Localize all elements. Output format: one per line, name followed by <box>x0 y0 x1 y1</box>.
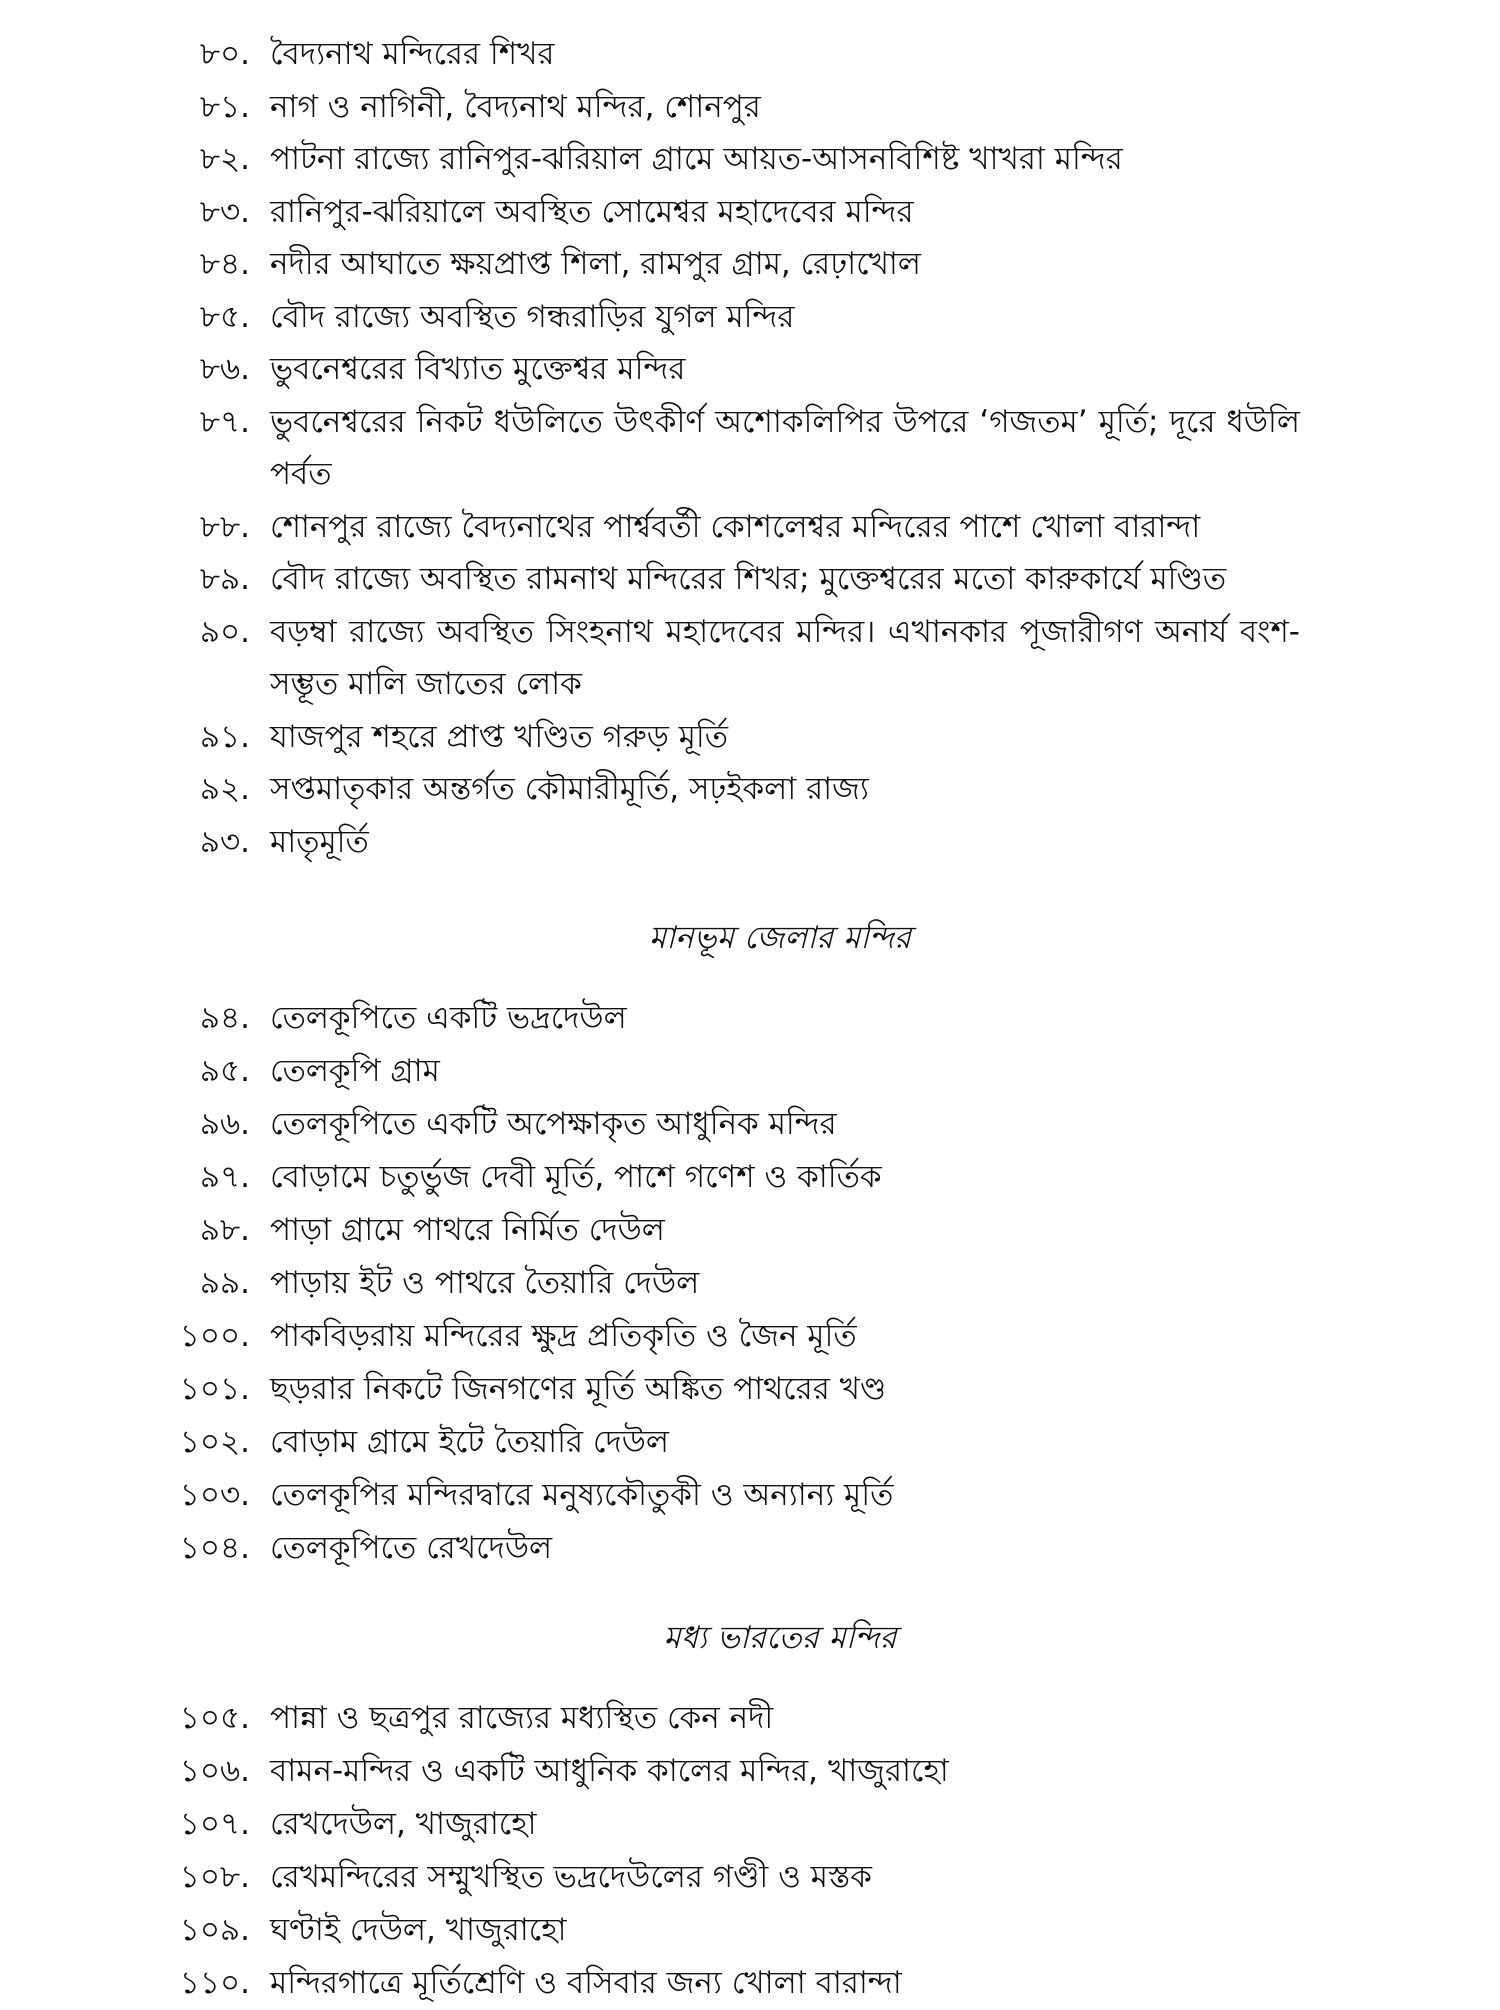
list-item <box>0 1310 1500 1363</box>
item-number: ৯৪. <box>199 1000 250 1036</box>
item-number: ৯২. <box>199 771 250 807</box>
list-item <box>0 238 1500 291</box>
plate-list <box>0 28 1500 868</box>
list-item <box>0 396 1500 501</box>
item-caption: ঘণ্টাই দেউল, খাজুরাহো <box>270 1912 567 1948</box>
item-caption: নদীর আঘাতে ক্ষয়প্রাপ্ত শিলা, রামপুর গ্রাম, রেঢ়াখোল <box>270 246 922 282</box>
item-number: ৯৬. <box>199 1106 250 1142</box>
item-caption: তেলকূপিতে একটি অপেক্ষাকৃত আধুনিক মন্দির <box>270 1106 837 1142</box>
list-item <box>0 1522 1500 1575</box>
list-item <box>0 1469 1500 1522</box>
list-item <box>0 1745 1500 1798</box>
item-number: ৮৪. <box>199 246 250 282</box>
item-number: ১০৩. <box>179 1477 250 1513</box>
item-number: ৮৬. <box>199 351 250 387</box>
item-caption: পাকবিড়রায় মন্দিরের ক্ষুদ্র প্রতিকৃতি ও জৈন মূর্তি <box>270 1318 857 1354</box>
item-number: ৯১. <box>199 718 250 755</box>
list-item <box>0 343 1500 396</box>
item-number: ৯৯. <box>199 1265 250 1301</box>
item-number: ১০৭. <box>179 1806 250 1842</box>
item-caption: তেলকূপির মন্দিরদ্বারে মনুষ্যকৌতুকী ও অন্যান্য মূর্তি <box>270 1477 894 1513</box>
item-number: ৯৮. <box>199 1212 250 1248</box>
item-number: ১০৫. <box>179 1700 250 1736</box>
list-item <box>0 1957 1500 2010</box>
item-caption: বামন-মন্দির ও একটি আধুনিক কালের মন্দির, খাজুরাহো <box>270 1753 949 1789</box>
item-number: ১১০. <box>179 1965 250 2001</box>
item-caption: শোনপুর রাজ্যে বৈদ্যনাথের পার্শ্ববর্তী কোশলেশ্বর মন্দিরের পাশে খোলা বারান্দা <box>270 508 1201 545</box>
plate-list <box>0 1692 1500 2010</box>
item-caption: সপ্তমাতৃকার অন্তর্গত কৌমারীমূর্তি, সঢ়ইকলা রাজ্য <box>270 771 869 807</box>
list-item <box>0 1416 1500 1469</box>
section-odisha-temples <box>0 28 1500 868</box>
plate-list <box>0 992 1500 1575</box>
item-caption: বোড়ামে চতুর্ভুজ দেবী মূর্তি, পাশে গণেশ ও কার্তিক <box>270 1159 882 1195</box>
item-number: ৮২. <box>199 141 250 177</box>
list-item <box>0 711 1500 764</box>
list-item <box>0 28 1500 81</box>
item-number: ১০৬. <box>179 1753 250 1789</box>
list-item <box>0 1692 1500 1745</box>
item-number: ৯৭. <box>199 1159 250 1195</box>
item-caption: তেলকূপিতে একটি ভদ্রদেউল <box>270 1000 627 1036</box>
item-number: ৮৩. <box>199 193 250 230</box>
item-caption: রানিপুর-ঝরিয়ালে অবস্থিত সোমেশ্বর মহাদেবের মন্দির <box>270 193 914 230</box>
item-caption: ছড়রার নিকটে জিনগণের মূর্তি অঙ্কিত পাথরের খণ্ড <box>270 1371 887 1407</box>
item-caption: ভুবনেশ্বরের নিকট ধউলিতে উৎকীর্ণ অশোকলিপির উপরে ‘গজতম’ মূর্তি; দূরে ধউলি পর্বত <box>270 403 1300 492</box>
list-item <box>0 1151 1500 1204</box>
item-caption: রেখমন্দিরের সম্মুখস্থিত ভদ্রদেউলের গণ্ডী ও মস্তক <box>270 1859 872 1895</box>
list-item <box>0 606 1500 711</box>
item-number: ৯০. <box>199 613 250 650</box>
item-caption: পান্না ও ছত্রপুর রাজ্যের মধ্যস্থিত কেন নদী <box>270 1700 774 1736</box>
item-number: ১০৯. <box>179 1912 250 1948</box>
item-number: ১০০. <box>179 1318 250 1354</box>
item-number: ৮৭. <box>199 403 250 440</box>
item-caption: বৌদ রাজ্যে অবস্থিত রামনাথ মন্দিরের শিখর; মুক্তেশ্বরের মতো কারুকার্যে মণ্ডিত <box>270 561 1227 597</box>
item-caption: পাড়া গ্রামে পাথরে নির্মিত দেউল <box>270 1212 665 1248</box>
item-number: ১০২. <box>179 1424 250 1460</box>
item-caption: মন্দিরগাত্রে মূর্তিশ্রেণি ও বসিবার জন্য খোলা বারান্দা <box>270 1965 902 2001</box>
item-caption: পাটনা রাজ্যে রানিপুর-ঝরিয়াল গ্রামে আয়ত-আসনবিশিষ্ট খাখরা মন্দির <box>270 141 1123 177</box>
list-item <box>0 1798 1500 1851</box>
item-caption: বোড়াম গ্রামে ইটে তৈয়ারি দেউল <box>270 1424 669 1460</box>
item-caption: তেলকূপিতে রেখদেউল <box>270 1530 553 1566</box>
section-central-india-temples <box>0 1612 1500 2010</box>
list-item <box>0 1204 1500 1257</box>
list-item <box>0 763 1500 816</box>
item-caption: বৈদ্যনাথ মন্দিরের শিখর <box>270 36 555 72</box>
item-caption: যাজপুর শহরে প্রাপ্ত খণ্ডিত গরুড় মূর্তি <box>270 718 729 755</box>
item-number: ১০৪. <box>179 1530 250 1566</box>
list-item <box>0 501 1500 554</box>
item-caption: তেলকূপি গ্রাম <box>270 1053 440 1089</box>
item-caption: রেখদেউল, খাজুরাহো <box>270 1806 537 1842</box>
list-item <box>0 1363 1500 1416</box>
item-number: ৮১. <box>199 88 250 125</box>
list-item <box>0 816 1500 869</box>
list-item <box>0 1098 1500 1151</box>
item-number: ৮৮. <box>199 508 250 545</box>
item-number: ১০১. <box>179 1371 250 1407</box>
item-number: ৮৫. <box>199 298 250 335</box>
list-item <box>0 81 1500 134</box>
list-item <box>0 1851 1500 1904</box>
list-item <box>0 1045 1500 1098</box>
item-number: ১০৮. <box>179 1859 250 1895</box>
item-number: ৯৫. <box>199 1053 250 1089</box>
list-item <box>0 133 1500 186</box>
item-number: ৯৩. <box>199 823 250 860</box>
item-number: ৮০. <box>199 36 250 72</box>
section-heading: মধ্য ভারতের মন্দির <box>663 1620 897 1656</box>
list-item <box>0 992 1500 1045</box>
section-heading: মানভূম জেলার মন্দির <box>648 920 912 956</box>
item-caption: বৌদ রাজ্যে অবস্থিত গন্ধরাড়ির যুগল মন্দির <box>270 298 795 335</box>
list-item <box>0 1904 1500 1957</box>
item-caption: বড়ম্বা রাজ্যে অবস্থিত সিংহনাথ মহাদেবের মন্দির। এখানকার পূজারীগণ অনার্য বংশ-সম্ভূত মালি জাতের লোক <box>270 613 1300 702</box>
section-manbhum-temples <box>0 912 1500 1575</box>
item-caption: মাতৃমূর্তি <box>270 823 369 860</box>
list-item <box>0 291 1500 344</box>
item-number: ৮৯. <box>199 561 250 597</box>
list-item <box>0 553 1500 606</box>
list-item <box>0 186 1500 239</box>
item-caption: নাগ ও নাগিনী, বৈদ্যনাথ মন্দির, শোনপুর <box>270 88 761 125</box>
list-item <box>0 1257 1500 1310</box>
item-caption: ভুবনেশ্বরের বিখ্যাত মুক্তেশ্বর মন্দির <box>270 351 686 387</box>
item-caption: পাড়ায় ইট ও পাথরে তৈয়ারি দেউল <box>270 1265 700 1301</box>
